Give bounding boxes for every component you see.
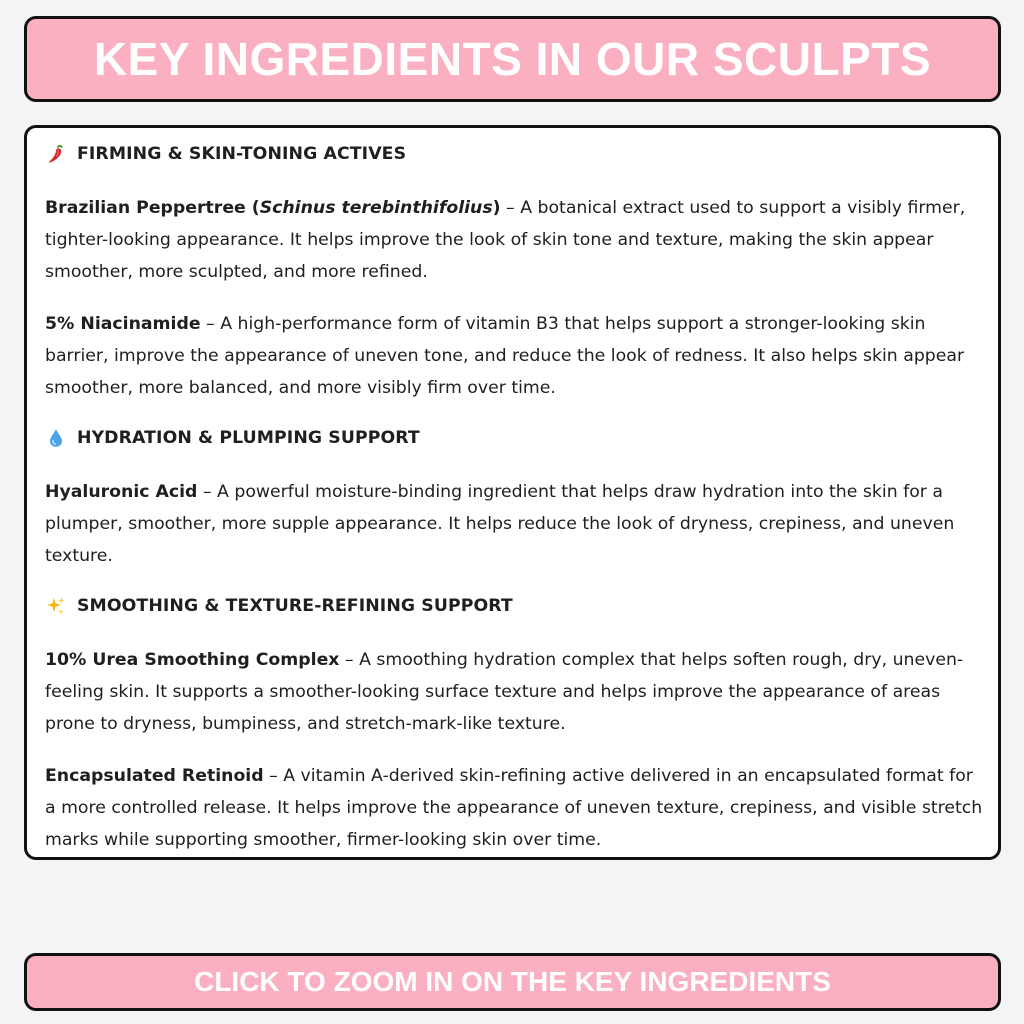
ingredients-content (45, 140, 984, 856)
section-heading (45, 592, 984, 620)
section-heading (45, 140, 984, 168)
ingredient-name: Brazilian Peppertree ( (45, 198, 260, 218)
ingredient-hyaluronic-acid (45, 476, 984, 572)
water-droplet-icon (45, 427, 67, 449)
ingredient-description: – A botanical extract used to support a visibly firmer, tighter-looking appearance. It helps improve the look of skin tone and texture, making the skin appear smoother, more sculpted, and more refined. (45, 198, 966, 282)
section-heading-label: HYDRATION & PLUMPING SUPPORT (77, 428, 420, 448)
section-heading (45, 424, 984, 452)
ingredient-description: – A powerful moisture-binding ingredient that helps draw hydration into the skin for a plumper, smoother, more supple appearance. It helps reduce the look of dryness, crepiness, and uneven texture. (45, 482, 955, 566)
ingredient-name-close: ) (492, 198, 501, 218)
sparkles-icon (45, 595, 67, 617)
ingredient-latin-name: Schinus terebinthifolius (259, 198, 493, 218)
chili-pepper-icon (45, 143, 67, 165)
ingredients-card (24, 125, 1001, 860)
ingredient-description: – A smoothing hydration complex that helps soften rough, dry, uneven-feeling skin. It supports a smoother-looking surface texture and helps improve the appearance of areas prone to dryness, bumpiness, and stretch-mark-like texture. (45, 650, 964, 734)
section-smoothing (45, 592, 984, 856)
ingredient-niacinamide (45, 308, 984, 404)
ingredient-description: – A vitamin A-derived skin-refining active delivered in an encapsulated format for a more controlled release. It helps improve the appearance of uneven texture, crepiness, and visible stretch marks while supporting smoother, firmer-looking skin over time. (45, 766, 983, 850)
section-heading-label: FIRMING & SKIN-TONING ACTIVES (77, 144, 407, 164)
section-firming (45, 140, 984, 404)
ingredient-description: – A high-performance form of vitamin B3 that helps support a stronger-looking skin barrier, improve the appearance of uneven tone, and reduce the look of redness. It also helps skin appear smoother, more balanced, and more visibly firm over time. (45, 314, 965, 398)
ingredient-brazilian-peppertree (45, 192, 984, 288)
section-heading-label: SMOOTHING & TEXTURE-REFINING SUPPORT (77, 596, 513, 616)
header-banner (24, 16, 1001, 102)
page-title: KEY INGREDIENTS IN OUR SCULPTS (93, 33, 932, 85)
zoom-ingredients-button-label: CLICK TO ZOOM IN ON THE KEY INGREDIENTS (194, 966, 831, 997)
ingredient-urea-complex (45, 644, 984, 740)
section-hydration (45, 424, 984, 572)
ingredient-name: 10% Urea Smoothing Complex (45, 650, 340, 670)
ingredient-name: Hyaluronic Acid (45, 482, 198, 502)
zoom-ingredients-button[interactable] (24, 953, 1001, 1011)
ingredient-name: Encapsulated Retinoid (45, 766, 264, 786)
ingredient-name: 5% Niacinamide (45, 314, 201, 334)
ingredient-encapsulated-retinoid (45, 760, 984, 856)
